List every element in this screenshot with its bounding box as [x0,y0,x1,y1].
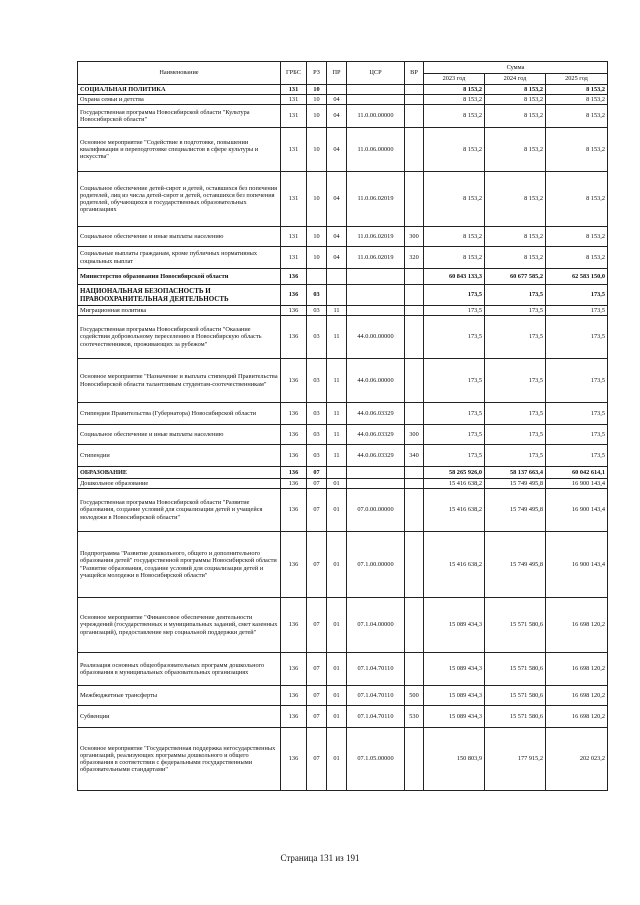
row-csr: 07.1.04.70110 [347,706,405,728]
table-row [78,706,608,728]
row-name: Социальные выплаты гражданам, кроме публичных нормативных социальных выплат [78,247,281,269]
row-value-2025: 8 153,2 [546,85,608,95]
row-name: Стипендии [78,445,281,467]
row-value-2023: 173,5 [424,425,485,445]
row-grbs: 136 [281,706,307,728]
row-rz: 10 [307,105,327,128]
row-value-2024: 177 915,2 [485,728,546,791]
row-grbs: 136 [281,479,307,489]
row-pr: 01 [327,653,347,686]
table-row [78,85,608,95]
row-value-2024: 8 153,2 [485,128,546,172]
row-grbs: 136 [281,728,307,791]
row-name: Основное мероприятие "Государственная поддержка негосударственных организаций, реализующих программы дошкольного и общего образования в соответствии с федеральными государственными образовательными стандартами" [78,728,281,791]
row-grbs: 131 [281,85,307,95]
table-row [78,653,608,686]
row-name: Социальное обеспечение детей-сирот и детей, оставшихся без попечения родителей, лиц из числа детей-сирот и детей, оставшихся без попечения родителей, обучающихся в государственных образовательных организациях [78,172,281,227]
row-value-2023: 8 153,2 [424,172,485,227]
row-value-2024: 15 571 580,6 [485,598,546,653]
row-name: Реализация основных общеобразовательных программ дошкольного образования в муниципальных образовательных организациях [78,653,281,686]
row-rz: 07 [307,489,327,532]
row-grbs: 136 [281,686,307,706]
row-vr [405,479,424,489]
row-grbs: 136 [281,532,307,598]
header-csr: ЦСР [347,62,405,85]
row-rz: 10 [307,128,327,172]
row-value-2024: 15 749 495,8 [485,532,546,598]
row-rz: 03 [307,425,327,445]
row-pr: 01 [327,489,347,532]
row-csr: 44.0.06.00000 [347,359,405,403]
row-value-2023: 8 153,2 [424,247,485,269]
row-csr [347,85,405,95]
row-csr [347,95,405,105]
row-pr: 11 [327,306,347,316]
row-csr: 07.1.05.00000 [347,728,405,791]
row-pr: 01 [327,686,347,706]
row-value-2024: 15 749 495,8 [485,489,546,532]
row-rz: 07 [307,598,327,653]
row-vr: 320 [405,247,424,269]
row-pr [327,285,347,306]
row-grbs: 131 [281,227,307,247]
row-value-2023: 150 803,9 [424,728,485,791]
table-row [78,105,608,128]
row-rz: 03 [307,285,327,306]
table-row [78,247,608,269]
table-body [78,85,608,791]
row-csr: 11.0.06.00000 [347,128,405,172]
row-value-2025: 8 153,2 [546,95,608,105]
row-csr [347,285,405,306]
row-value-2023: 173,5 [424,445,485,467]
row-grbs: 136 [281,306,307,316]
table-row [78,95,608,105]
row-grbs: 131 [281,128,307,172]
row-vr [405,403,424,425]
row-name: Социальное обеспечение и иные выплаты населению [78,227,281,247]
row-rz: 03 [307,403,327,425]
row-value-2024: 173,5 [485,316,546,359]
row-grbs: 131 [281,172,307,227]
table-row [78,445,608,467]
row-rz: 10 [307,172,327,227]
row-value-2024: 60 677 585,2 [485,269,546,285]
table-row [78,489,608,532]
row-pr: 04 [327,247,347,269]
row-value-2024: 8 153,2 [485,95,546,105]
row-name: Государственная программа Новосибирской области "Культура Новосибирской области" [78,105,281,128]
row-name: Основное мероприятие "Содействие в подготовке, повышении квалификации и переподготовке специалистов в сфере культуры и искусства" [78,128,281,172]
row-rz: 10 [307,227,327,247]
row-value-2025: 62 583 150,0 [546,269,608,285]
row-vr [405,467,424,479]
row-grbs: 136 [281,598,307,653]
row-grbs: 136 [281,425,307,445]
row-value-2023: 173,5 [424,285,485,306]
row-csr: 44.0.06.03329 [347,425,405,445]
budget-table [77,61,608,791]
row-csr: 07.1.00.00000 [347,532,405,598]
row-value-2025: 60 042 614,1 [546,467,608,479]
row-value-2024: 173,5 [485,445,546,467]
table-row [78,479,608,489]
row-value-2025: 16 900 143,4 [546,532,608,598]
row-value-2023: 15 416 638,2 [424,489,485,532]
table-row [78,403,608,425]
row-value-2024: 15 571 580,6 [485,706,546,728]
row-value-2023: 58 265 926,0 [424,467,485,479]
row-value-2023: 15 089 434,3 [424,686,485,706]
row-pr: 01 [327,598,347,653]
row-rz: 03 [307,359,327,403]
row-rz: 03 [307,306,327,316]
row-value-2024: 8 153,2 [485,105,546,128]
row-csr: 07.1.04.00000 [347,598,405,653]
table-row [78,598,608,653]
table-row [78,728,608,791]
table-row [78,128,608,172]
table-row [78,359,608,403]
row-pr: 04 [327,128,347,172]
row-vr [405,85,424,95]
row-value-2023: 8 153,2 [424,105,485,128]
row-csr: 07.0.00.00000 [347,489,405,532]
row-grbs: 136 [281,316,307,359]
row-pr: 11 [327,445,347,467]
row-grbs: 136 [281,489,307,532]
row-pr: 04 [327,227,347,247]
row-value-2023: 173,5 [424,403,485,425]
row-pr: 01 [327,728,347,791]
row-rz: 07 [307,532,327,598]
row-value-2023: 173,5 [424,316,485,359]
row-grbs: 131 [281,95,307,105]
row-vr [405,598,424,653]
row-vr [405,653,424,686]
row-value-2025: 173,5 [546,285,608,306]
row-rz: 07 [307,479,327,489]
row-name: Министерство образования Новосибирской области [78,269,281,285]
row-vr [405,316,424,359]
row-value-2025: 16 698 120,2 [546,653,608,686]
row-value-2025: 173,5 [546,425,608,445]
row-rz: 10 [307,247,327,269]
row-value-2023: 15 089 434,3 [424,653,485,686]
row-value-2025: 16 698 120,2 [546,598,608,653]
header-sum: Сумма [424,62,608,74]
row-value-2023: 15 416 638,2 [424,532,485,598]
table-row [78,532,608,598]
row-rz: 07 [307,653,327,686]
table-row [78,316,608,359]
row-name: Государственная программа Новосибирской области "Развитие образования, создание условий для социализации детей и учащейся молодежи в Новосибирской области" [78,489,281,532]
row-vr [405,285,424,306]
row-csr [347,306,405,316]
row-vr [405,728,424,791]
row-vr [405,532,424,598]
table-row [78,285,608,306]
row-rz: 03 [307,316,327,359]
row-vr: 300 [405,425,424,445]
row-grbs: 131 [281,105,307,128]
row-rz: 07 [307,706,327,728]
row-value-2023: 8 153,2 [424,128,485,172]
row-pr: 11 [327,403,347,425]
row-vr [405,306,424,316]
row-csr: 11.0.06.02019 [347,247,405,269]
row-value-2024: 8 153,2 [485,85,546,95]
row-vr [405,359,424,403]
header-rz: РЗ [307,62,327,85]
row-value-2025: 173,5 [546,316,608,359]
table-row [78,172,608,227]
row-vr: 500 [405,686,424,706]
row-rz [307,269,327,285]
row-csr: 11.0.06.02019 [347,172,405,227]
row-value-2025: 173,5 [546,306,608,316]
row-vr [405,128,424,172]
row-name: Социальное обеспечение и иные выплаты населению [78,425,281,445]
row-pr: 04 [327,95,347,105]
row-csr: 07.1.04.70110 [347,653,405,686]
row-grbs: 136 [281,445,307,467]
row-pr: 11 [327,359,347,403]
table-row [78,227,608,247]
row-csr: 11.0.00.00000 [347,105,405,128]
row-pr: 01 [327,706,347,728]
row-name: ОБРАЗОВАНИЕ [78,467,281,479]
row-value-2023: 8 153,2 [424,95,485,105]
row-value-2023: 8 153,2 [424,227,485,247]
row-vr [405,172,424,227]
row-pr: 01 [327,532,347,598]
row-name: Основное мероприятие "Финансовое обеспечение деятельности учреждений (государственных и муниципальных заданий, смет казенных организаций), предоставление мер социальной поддержки детей" [78,598,281,653]
row-value-2025: 8 153,2 [546,128,608,172]
page-number: Страница 131 из 191 [280,853,360,863]
row-value-2023: 60 843 133,3 [424,269,485,285]
table-row [78,686,608,706]
table-row [78,306,608,316]
row-rz: 07 [307,728,327,791]
row-value-2023: 15 089 434,3 [424,706,485,728]
table-row [78,425,608,445]
row-value-2024: 173,5 [485,359,546,403]
header-year-2025: 2025 год [546,74,608,85]
row-grbs: 131 [281,247,307,269]
row-value-2025: 8 153,2 [546,247,608,269]
row-name: Дошкольное образование [78,479,281,489]
row-name: СОЦИАЛЬНАЯ ПОЛИТИКА [78,85,281,95]
table-row [78,467,608,479]
row-pr [327,467,347,479]
row-vr: 340 [405,445,424,467]
row-pr: 11 [327,316,347,359]
row-rz: 10 [307,95,327,105]
row-value-2024: 15 571 580,6 [485,653,546,686]
row-vr [405,105,424,128]
row-grbs: 136 [281,653,307,686]
row-value-2025: 173,5 [546,359,608,403]
row-value-2025: 16 900 143,4 [546,479,608,489]
row-grbs: 136 [281,285,307,306]
row-value-2025: 202 023,2 [546,728,608,791]
row-pr [327,85,347,95]
row-value-2024: 173,5 [485,306,546,316]
row-csr: 44.0.00.00000 [347,316,405,359]
row-value-2025: 8 153,2 [546,105,608,128]
row-csr: 07.1.04.70110 [347,686,405,706]
row-csr [347,269,405,285]
row-grbs: 136 [281,359,307,403]
row-rz: 10 [307,85,327,95]
row-vr: 530 [405,706,424,728]
row-vr [405,95,424,105]
row-value-2023: 173,5 [424,306,485,316]
row-grbs: 136 [281,403,307,425]
row-value-2024: 15 571 580,6 [485,686,546,706]
row-value-2024: 8 153,2 [485,227,546,247]
header-grbs: ГРБС [281,62,307,85]
row-name: Миграционная политика [78,306,281,316]
row-name: Основное мероприятие "Назначение и выплата стипендий Правительства Новосибирской области талантливым студентам-соотечественникам" [78,359,281,403]
row-name: Охрана семьи и детства [78,95,281,105]
row-value-2024: 15 749 495,8 [485,479,546,489]
row-name: Стипендии Правительства (Губернатора) Новосибирской области [78,403,281,425]
row-value-2024: 8 153,2 [485,172,546,227]
row-value-2025: 173,5 [546,403,608,425]
row-rz: 07 [307,467,327,479]
header-vr: ВР [405,62,424,85]
row-value-2024: 173,5 [485,285,546,306]
row-value-2025: 8 153,2 [546,172,608,227]
row-vr [405,489,424,532]
table-row [78,269,608,285]
row-value-2023: 15 089 434,3 [424,598,485,653]
row-name: Субвенции [78,706,281,728]
row-value-2025: 16 698 120,2 [546,706,608,728]
header-name: Наименование [78,62,281,85]
row-pr [327,269,347,285]
row-value-2024: 173,5 [485,403,546,425]
row-value-2023: 173,5 [424,359,485,403]
row-csr: 44.0.06.03329 [347,403,405,425]
row-grbs: 136 [281,467,307,479]
row-value-2024: 8 153,2 [485,247,546,269]
row-vr: 300 [405,227,424,247]
row-pr: 01 [327,479,347,489]
row-rz: 03 [307,445,327,467]
row-csr: 11.0.06.02019 [347,227,405,247]
row-grbs: 136 [281,269,307,285]
row-name: Государственная программа Новосибирской области "Оказание содействия добровольному переселению в Новосибирскую область соотечественников, проживающих за рубежом" [78,316,281,359]
row-name: НАЦИОНАЛЬНАЯ БЕЗОПАСНОСТЬ И ПРАВООХРАНИТЕЛЬНАЯ ДЕЯТЕЛЬНОСТЬ [78,285,281,306]
row-pr: 11 [327,425,347,445]
row-name: Межбюджетные трансферты [78,686,281,706]
row-value-2025: 16 698 120,2 [546,686,608,706]
row-csr [347,479,405,489]
header-pr: ПР [327,62,347,85]
row-value-2023: 8 153,2 [424,85,485,95]
row-rz: 07 [307,686,327,706]
header-year-2024: 2024 год [485,74,546,85]
row-value-2023: 15 416 638,2 [424,479,485,489]
row-name: Подпрограмма "Развитие дошкольного, общего и дополнительного образования детей" государственной программы Новосибирской области "Развитие образования, создание условий для социализации детей и учащейся молодежи в Новосибирской области" [78,532,281,598]
row-value-2025: 8 153,2 [546,227,608,247]
row-value-2024: 173,5 [485,425,546,445]
row-value-2025: 16 900 143,4 [546,489,608,532]
row-value-2024: 58 137 663,4 [485,467,546,479]
row-csr [347,467,405,479]
row-value-2025: 173,5 [546,445,608,467]
header-year-2023: 2023 год [424,74,485,85]
row-pr: 04 [327,172,347,227]
row-vr [405,269,424,285]
row-csr: 44.0.06.03329 [347,445,405,467]
row-pr: 04 [327,105,347,128]
